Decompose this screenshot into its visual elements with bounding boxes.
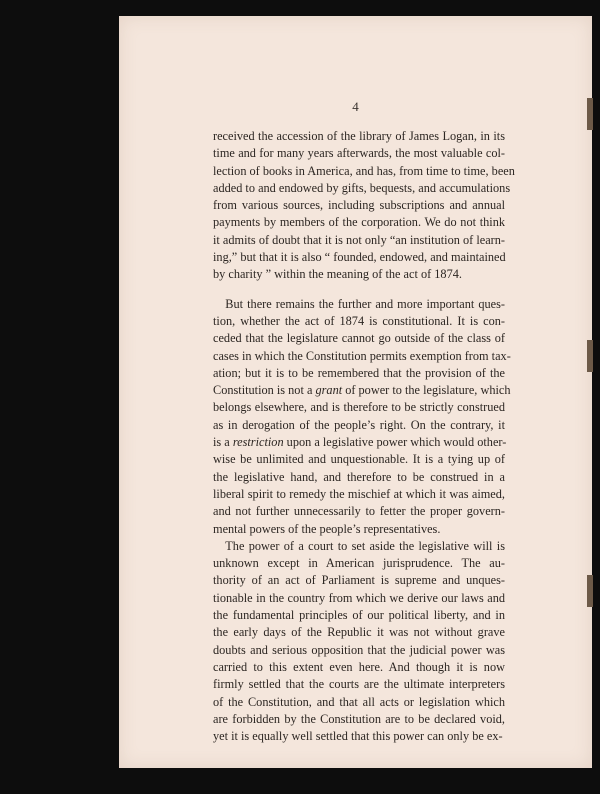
text-line — [213, 348, 511, 365]
text-run: lection of books in America, and has, from time to time, been — [213, 163, 515, 178]
text-line — [213, 486, 505, 503]
text-run: firmly settled that the courts are the ultimate interpreters — [213, 677, 505, 692]
text-run: as in derogation of the people’s right. On the contrary, it — [213, 417, 505, 432]
italic-word: restriction — [232, 435, 284, 450]
text-line — [213, 694, 505, 711]
text-run: it admits of doubt that it is not only “an institution of learn- — [213, 232, 505, 247]
text-run: from various sources, including subscriptions and annual — [213, 198, 505, 213]
text-line — [213, 197, 505, 214]
text-run: is a — [213, 435, 233, 450]
text-line — [213, 145, 505, 162]
text-run: ceded that the legislature cannot go outside of the class of — [213, 331, 505, 346]
text-run: liberal spirit to remedy the mischief at which it was aimed, — [213, 486, 505, 501]
text-run: of the Constitution, and that all acts or legislation which — [213, 694, 505, 709]
text-line — [213, 469, 505, 486]
document-page — [119, 16, 592, 768]
text-line — [213, 214, 505, 231]
italic-word: grant — [315, 383, 343, 398]
text-line — [213, 434, 505, 451]
text-run: by charity ” within the meaning of the act of 1874. — [213, 267, 462, 282]
text-run: unknown except in American jurisprudence. The au- — [213, 556, 505, 571]
text-run: payments by members of the corporation. We do not think — [213, 215, 505, 230]
text-run: doubts and serious opposition that the judicial power was — [213, 642, 505, 657]
text-line — [213, 538, 505, 555]
text-run: thority of an act of Parliament is supreme and unques- — [213, 573, 505, 588]
text-run: are forbidden by the Constitution are to be declared void, — [213, 711, 505, 726]
text-run: But there remains the further and more important ques- — [213, 296, 505, 311]
text-run: belongs elsewhere, and is therefore to be strictly construed — [213, 400, 505, 415]
text-run: Constitution is not a — [213, 383, 316, 398]
text-line — [213, 728, 505, 745]
text-run: of power to the legislature, which — [342, 383, 511, 398]
text-line — [213, 590, 505, 607]
text-run: The power of a court to set aside the legislative will is — [213, 538, 505, 553]
text-line — [213, 399, 505, 416]
text-line — [213, 249, 505, 266]
text-line — [213, 382, 511, 399]
text-line — [213, 266, 505, 283]
text-run: received the accession of the library of James Logan, in its — [213, 129, 505, 143]
text-line — [213, 572, 505, 589]
text-line — [213, 163, 515, 180]
binding-mark — [587, 575, 593, 607]
text-line — [213, 555, 505, 572]
text-line — [213, 521, 505, 538]
text-run: tion, whether the act of 1874 is constitutional. It is con- — [213, 313, 505, 328]
text-line — [213, 417, 505, 434]
text-line — [213, 503, 505, 520]
text-line — [213, 676, 505, 693]
text-line — [213, 711, 505, 728]
body-text — [213, 128, 515, 745]
text-run: mental powers of the people’s representatives. — [213, 521, 441, 536]
text-line — [213, 232, 505, 249]
text-run: upon a legislative power which would other- — [283, 435, 507, 450]
page-number: 4 — [352, 99, 359, 114]
text-run: ation; but it is to be remembered that the provision of the — [213, 365, 505, 380]
text-line — [213, 296, 505, 313]
text-run: the legislative hand, and therefore to be construed in a — [213, 469, 505, 484]
paragraph — [213, 296, 511, 538]
text-run: cases in which the Constitution permits exemption from tax- — [213, 348, 511, 363]
paragraph-gap — [213, 284, 505, 296]
binding-mark — [587, 98, 593, 130]
text-line — [213, 624, 505, 641]
text-run: the fundamental principles of our political liberty, and in — [213, 608, 505, 623]
paragraph — [213, 538, 505, 746]
text-run: carried to this extent even here. And though it is now — [213, 659, 505, 674]
text-line — [213, 128, 505, 145]
text-line — [213, 365, 505, 382]
text-line — [213, 330, 505, 347]
text-line — [213, 180, 511, 197]
text-run: time and for many years afterwards, the most valuable col- — [213, 146, 505, 161]
text-run: the early days of the Republic it was not without grave — [213, 625, 505, 640]
text-line — [213, 313, 505, 330]
text-run: yet it is equally well settled that this power can only be ex- — [213, 729, 503, 744]
paragraph — [213, 128, 515, 284]
text-run: added to and endowed by gifts, bequests, and accumulations — [213, 180, 511, 195]
text-line — [213, 607, 505, 624]
binding-mark — [587, 340, 593, 372]
text-run: ing,” but that it is also “ founded, endowed, and maintained — [213, 250, 506, 265]
text-line — [213, 451, 505, 468]
text-run: tionable in the country from which we derive our laws and — [213, 590, 505, 605]
text-run: wise be unlimited and unquestionable. It is a tying up of — [213, 452, 505, 467]
text-line — [213, 659, 505, 676]
text-line — [213, 642, 505, 659]
text-run: and not further unnecessarily to fetter the proper govern- — [213, 504, 505, 519]
